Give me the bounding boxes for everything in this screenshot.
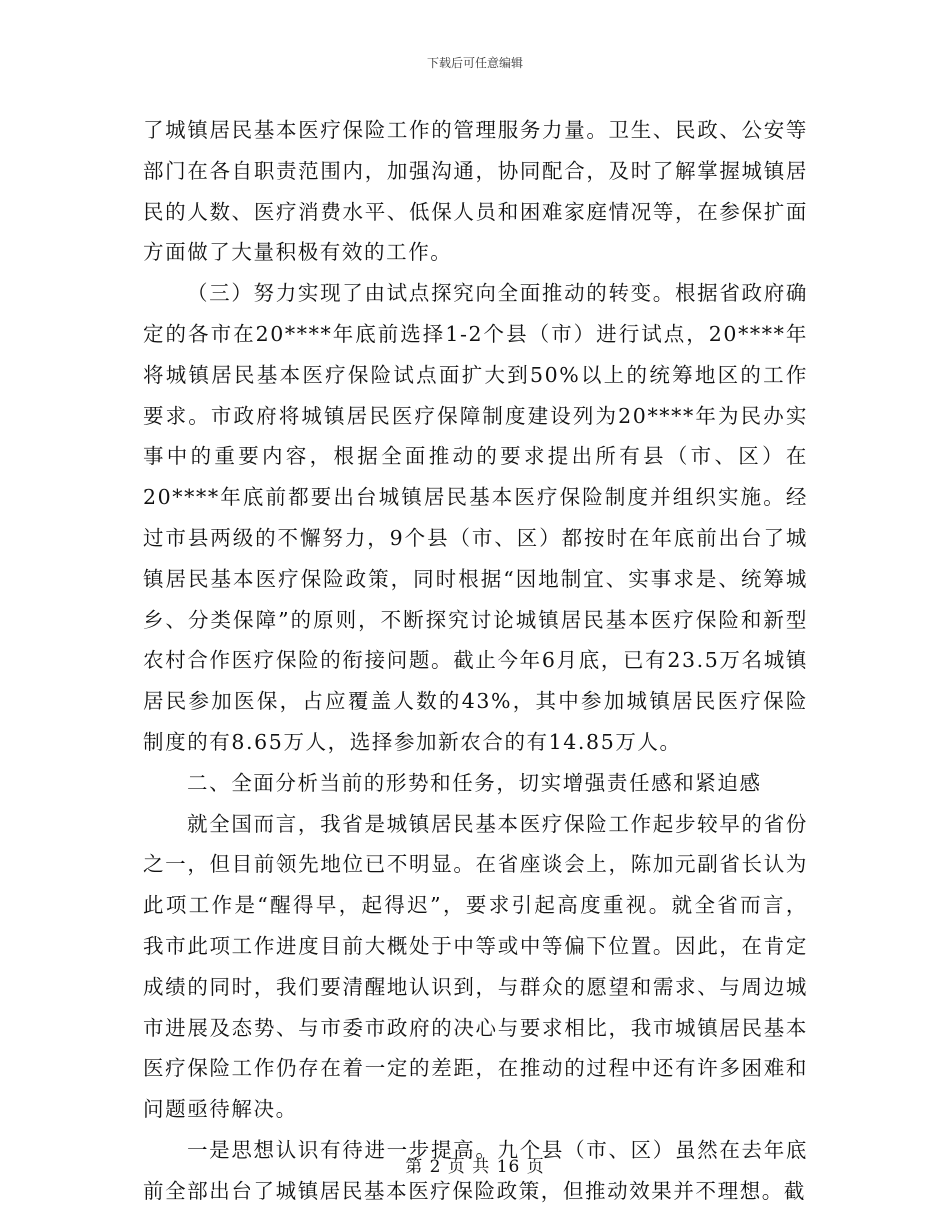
paragraph-continuation: 了城镇居民基本医疗保险工作的管理服务力量。卫生、民政、公安等部门在各自职责范围内，加强沟通，协同配合，及时了解掌握城镇居民的人数、医疗消费水平、低保人员和困难家庭情况等，在参保扩面方面做了大量积极有效的工作。 xyxy=(143,118,808,265)
paragraph-point-one: 一是思想认识有待进一步提高。九个县（市、区）虽然在去年底前全部出台了城镇居民基本医疗保险政策，但推动效果并不理想。截 xyxy=(143,1137,808,1203)
section-heading-two: 二、全面分析当前的形势和任务，切实增强责任感和紧迫感 xyxy=(187,770,762,795)
page-header: 下载后可任意编辑 xyxy=(426,56,523,70)
document-body xyxy=(143,110,808,1212)
page-number: 第 2 页 共 16 页 xyxy=(405,1157,545,1177)
paragraph-section-three: （三）努力实现了由试点探究向全面推动的转变。根据省政府确定的各市在20****年底前选择1-2个县（市）进行试点，20****年将城镇居民基本医疗保险试点面扩大到50%以上的统筹地区的工作要求。市政府将城镇居民医疗保障制度建设列为20****年为民办实事中的重要内容，根据全面推动的要求提出所有县（市、区）在20****年底前都要出台城镇居民基本医疗保险制度并组织实施。经过市县两级的不懈努力，9个县（市、区）都按时在年底前出台了城镇居民基本医疗保险政策，同时根据“因地制宜、实事求是、统筹城乡、分类保障”的原则，不断探究讨论城镇居民基本医疗保险和新型农村合作医疗保险的衔接问题。截止今年6月底，已有23.5万名城镇居民参加医保，占应覆盖人数的43%，其中参加城镇居民医疗保险制度的有8.65万人，选择参加新农合的有14.85万人。 xyxy=(143,281,809,754)
paragraph-national-analysis: 就全国而言，我省是城镇居民基本医疗保险工作起步较早的省份之一，但目前领先地位已不明显。在省座谈会上，陈加元副省长认为此项工作是“醒得早，起得迟”，要求引起高度重视。就全省而言，我市此项工作进度目前大概处于中等或中等偏下位置。因此，在肯定成绩的同时，我们要清醒地认识到，与群众的愿望和需求、与周边城市进展及态势、与市委市政府的决心与要求相比，我市城镇居民基本医疗保险工作仍存在着一定的差距，在推动的过程中还有许多困难和问题亟待解决。 xyxy=(143,811,808,1122)
